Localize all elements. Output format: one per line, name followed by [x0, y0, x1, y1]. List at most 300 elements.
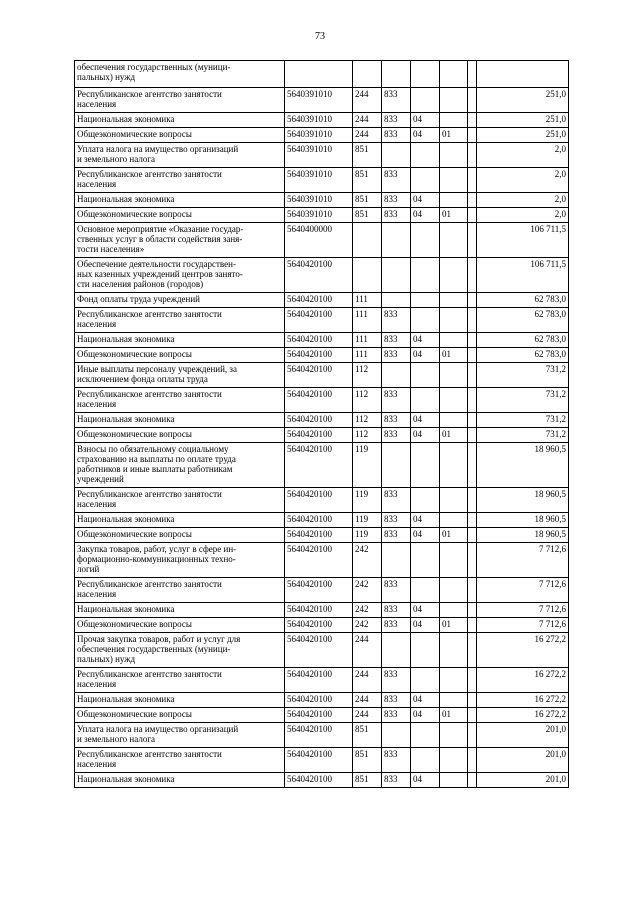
spacer-cell: [468, 128, 477, 143]
section-code: 04: [411, 193, 440, 208]
ministry-code: [382, 143, 411, 168]
spacer-cell: [468, 258, 477, 293]
ministry-code: [382, 293, 411, 308]
expense-type-code: 851: [353, 143, 382, 168]
table-row: [75, 693, 569, 708]
amount: 16 272,2: [477, 668, 569, 693]
ministry-code: [382, 723, 411, 748]
amount: [477, 61, 569, 88]
expense-type-code: 112: [353, 388, 382, 413]
spacer-cell: [468, 723, 477, 748]
budget-table: [74, 60, 569, 788]
expense-type-code: 112: [353, 428, 382, 443]
spacer-cell: [468, 208, 477, 223]
amount: 2,0: [477, 193, 569, 208]
table-row: [75, 168, 569, 193]
table-row: [75, 223, 569, 258]
expense-type-code: 244: [353, 128, 382, 143]
amount: 18 960,5: [477, 488, 569, 513]
amount: 18 960,5: [477, 443, 569, 488]
amount: 731,2: [477, 413, 569, 428]
subsection-code: [440, 168, 468, 193]
row-name: Республиканское агентство занятости населения: [75, 578, 285, 603]
spacer-cell: [468, 193, 477, 208]
subsection-code: [440, 773, 468, 788]
table-row: [75, 708, 569, 723]
section-code: [411, 388, 440, 413]
amount: 7 712,6: [477, 603, 569, 618]
ministry-code: 833: [382, 113, 411, 128]
subsection-code: [440, 723, 468, 748]
target-article-code: 5640420100: [285, 528, 353, 543]
table-row: [75, 668, 569, 693]
ministry-code: 833: [382, 528, 411, 543]
expense-type-code: 851: [353, 208, 382, 223]
ministry-code: 833: [382, 748, 411, 773]
ministry-code: 833: [382, 773, 411, 788]
amount: 2,0: [477, 143, 569, 168]
table-row: [75, 773, 569, 788]
subsection-code: 01: [440, 708, 468, 723]
section-code: [411, 633, 440, 668]
target-article-code: 5640400000: [285, 223, 353, 258]
section-code: [411, 363, 440, 388]
table-row: [75, 363, 569, 388]
table-row: [75, 578, 569, 603]
expense-type-code: 242: [353, 543, 382, 578]
section-code: 04: [411, 128, 440, 143]
table-row: [75, 748, 569, 773]
ministry-code: 833: [382, 348, 411, 363]
subsection-code: [440, 88, 468, 113]
section-code: [411, 668, 440, 693]
expense-type-code: 242: [353, 578, 382, 603]
amount: 7 712,6: [477, 543, 569, 578]
expense-type-code: [353, 258, 382, 293]
target-article-code: 5640420100: [285, 413, 353, 428]
amount: 201,0: [477, 723, 569, 748]
section-code: 04: [411, 348, 440, 363]
row-name: Национальная экономика: [75, 603, 285, 618]
expense-type-code: 111: [353, 293, 382, 308]
ministry-code: 833: [382, 603, 411, 618]
row-name: Республиканское агентство занятости населения: [75, 168, 285, 193]
section-code: 04: [411, 708, 440, 723]
target-article-code: [285, 61, 353, 88]
row-name: Национальная экономика: [75, 693, 285, 708]
target-article-code: 5640420100: [285, 333, 353, 348]
row-name: Взносы по обязательному социальному страхованию на выплаты по оплате труда работников и иные выплаты работникам учреждений: [75, 443, 285, 488]
ministry-code: 833: [382, 388, 411, 413]
table-row: [75, 193, 569, 208]
budget-table-body: [75, 61, 569, 788]
spacer-cell: [468, 578, 477, 603]
table-row: [75, 618, 569, 633]
target-article-code: 5640420100: [285, 488, 353, 513]
spacer-cell: [468, 693, 477, 708]
row-name: Республиканское агентство занятости населения: [75, 88, 285, 113]
section-code: 04: [411, 528, 440, 543]
amount: 16 272,2: [477, 633, 569, 668]
expense-type-code: 244: [353, 668, 382, 693]
table-row: [75, 388, 569, 413]
section-code: [411, 578, 440, 603]
ministry-code: 833: [382, 333, 411, 348]
subsection-code: 01: [440, 348, 468, 363]
section-code: 04: [411, 428, 440, 443]
amount: 62 783,0: [477, 293, 569, 308]
target-article-code: 5640420100: [285, 618, 353, 633]
amount: 731,2: [477, 363, 569, 388]
table-row: [75, 61, 569, 88]
table-row: [75, 333, 569, 348]
expense-type-code: 242: [353, 603, 382, 618]
row-name: Иные выплаты персоналу учреждений, за исключением фонда оплаты труда: [75, 363, 285, 388]
section-code: [411, 223, 440, 258]
target-article-code: 5640420100: [285, 633, 353, 668]
table-row: [75, 428, 569, 443]
amount: 201,0: [477, 748, 569, 773]
ministry-code: 833: [382, 708, 411, 723]
subsection-code: [440, 748, 468, 773]
row-name: Уплата налога на имущество организаций и земельного налога: [75, 723, 285, 748]
target-article-code: 5640420100: [285, 348, 353, 363]
subsection-code: [440, 293, 468, 308]
ministry-code: 833: [382, 128, 411, 143]
expense-type-code: 112: [353, 413, 382, 428]
table-row: [75, 543, 569, 578]
section-code: [411, 543, 440, 578]
table-row: [75, 443, 569, 488]
target-article-code: 5640420100: [285, 693, 353, 708]
table-row: [75, 143, 569, 168]
subsection-code: [440, 193, 468, 208]
spacer-cell: [468, 748, 477, 773]
ministry-code: 833: [382, 208, 411, 223]
expense-type-code: 244: [353, 708, 382, 723]
target-article-code: 5640420100: [285, 773, 353, 788]
row-name: Общеэкономические вопросы: [75, 348, 285, 363]
amount: 7 712,6: [477, 578, 569, 603]
ministry-code: 833: [382, 513, 411, 528]
expense-type-code: 244: [353, 88, 382, 113]
spacer-cell: [468, 333, 477, 348]
spacer-cell: [468, 633, 477, 668]
expense-type-code: 851: [353, 723, 382, 748]
section-code: 04: [411, 413, 440, 428]
subsection-code: 01: [440, 618, 468, 633]
table-row: [75, 258, 569, 293]
subsection-code: [440, 578, 468, 603]
section-code: [411, 258, 440, 293]
spacer-cell: [468, 708, 477, 723]
row-name: Общеэкономические вопросы: [75, 128, 285, 143]
expense-type-code: 851: [353, 748, 382, 773]
subsection-code: 01: [440, 428, 468, 443]
spacer-cell: [468, 513, 477, 528]
section-code: 04: [411, 513, 440, 528]
section-code: [411, 293, 440, 308]
section-code: [411, 168, 440, 193]
section-code: [411, 488, 440, 513]
row-name: Уплата налога на имущество организаций и земельного налога: [75, 143, 285, 168]
table-row: [75, 293, 569, 308]
amount: 731,2: [477, 388, 569, 413]
ministry-code: [382, 61, 411, 88]
subsection-code: [440, 488, 468, 513]
spacer-cell: [468, 488, 477, 513]
table-row: [75, 348, 569, 363]
target-article-code: 5640420100: [285, 293, 353, 308]
expense-type-code: 244: [353, 113, 382, 128]
subsection-code: [440, 333, 468, 348]
subsection-code: [440, 603, 468, 618]
subsection-code: 01: [440, 528, 468, 543]
subsection-code: [440, 308, 468, 333]
target-article-code: 5640391010: [285, 113, 353, 128]
spacer-cell: [468, 668, 477, 693]
amount: 2,0: [477, 168, 569, 193]
target-article-code: 5640420100: [285, 543, 353, 578]
section-code: 04: [411, 693, 440, 708]
subsection-code: [440, 388, 468, 413]
spacer-cell: [468, 773, 477, 788]
amount: 18 960,5: [477, 528, 569, 543]
ministry-code: 833: [382, 693, 411, 708]
table-row: [75, 413, 569, 428]
ministry-code: 833: [382, 88, 411, 113]
amount: 62 783,0: [477, 333, 569, 348]
target-article-code: 5640391010: [285, 88, 353, 113]
target-article-code: 5640420100: [285, 578, 353, 603]
expense-type-code: 851: [353, 168, 382, 193]
section-code: [411, 61, 440, 88]
row-name: Прочая закупка товаров, работ и услуг для обеспечения государственных (муници- пальных) нужд: [75, 633, 285, 668]
row-name: Общеэкономические вопросы: [75, 528, 285, 543]
table-row: [75, 633, 569, 668]
target-article-code: 5640420100: [285, 513, 353, 528]
target-article-code: 5640420100: [285, 603, 353, 618]
expense-type-code: 244: [353, 633, 382, 668]
target-article-code: 5640420100: [285, 723, 353, 748]
row-name: Национальная экономика: [75, 113, 285, 128]
row-name: Республиканское агентство занятости населения: [75, 388, 285, 413]
table-row: [75, 488, 569, 513]
section-code: [411, 443, 440, 488]
row-name: Общеэкономические вопросы: [75, 208, 285, 223]
amount: 16 272,2: [477, 708, 569, 723]
amount: 62 783,0: [477, 348, 569, 363]
ministry-code: 833: [382, 308, 411, 333]
section-code: 04: [411, 603, 440, 618]
target-article-code: 5640391010: [285, 193, 353, 208]
expense-type-code: 242: [353, 618, 382, 633]
section-code: [411, 723, 440, 748]
row-name: Республиканское агентство занятости населения: [75, 668, 285, 693]
table-row: [75, 723, 569, 748]
target-article-code: 5640420100: [285, 428, 353, 443]
section-code: 04: [411, 773, 440, 788]
row-name: Национальная экономика: [75, 333, 285, 348]
row-name: Общеэкономические вопросы: [75, 708, 285, 723]
row-name: обеспечения государственных (муници- пальных) нужд: [75, 61, 285, 88]
section-code: 04: [411, 113, 440, 128]
ministry-code: 833: [382, 578, 411, 603]
spacer-cell: [468, 443, 477, 488]
row-name: Общеэкономические вопросы: [75, 428, 285, 443]
row-name: Обеспечение деятельности государствен- ных казенных учреждений центров занято- сти населения районов (городов): [75, 258, 285, 293]
amount: 251,0: [477, 113, 569, 128]
section-code: [411, 88, 440, 113]
expense-type-code: 112: [353, 363, 382, 388]
table-row: [75, 128, 569, 143]
ministry-code: 833: [382, 428, 411, 443]
target-article-code: 5640391010: [285, 168, 353, 193]
subsection-code: [440, 543, 468, 578]
expense-type-code: 111: [353, 308, 382, 333]
spacer-cell: [468, 113, 477, 128]
amount: 251,0: [477, 128, 569, 143]
ministry-code: 833: [382, 193, 411, 208]
ministry-code: 833: [382, 413, 411, 428]
amount: 18 960,5: [477, 513, 569, 528]
section-code: 04: [411, 208, 440, 223]
amount: 2,0: [477, 208, 569, 223]
table-row: [75, 528, 569, 543]
expense-type-code: 111: [353, 348, 382, 363]
amount: 7 712,6: [477, 618, 569, 633]
target-article-code: 5640391010: [285, 208, 353, 223]
table-row: [75, 88, 569, 113]
ministry-code: [382, 443, 411, 488]
row-name: Национальная экономика: [75, 193, 285, 208]
row-name: Национальная экономика: [75, 513, 285, 528]
section-code: [411, 308, 440, 333]
amount: 62 783,0: [477, 308, 569, 333]
expense-type-code: [353, 223, 382, 258]
subsection-code: [440, 223, 468, 258]
expense-type-code: 119: [353, 528, 382, 543]
subsection-code: [440, 413, 468, 428]
subsection-code: [440, 513, 468, 528]
ministry-code: 833: [382, 618, 411, 633]
expense-type-code: 111: [353, 333, 382, 348]
table-row: [75, 513, 569, 528]
row-name: Национальная экономика: [75, 413, 285, 428]
spacer-cell: [468, 363, 477, 388]
amount: 201,0: [477, 773, 569, 788]
expense-type-code: 119: [353, 513, 382, 528]
table-row: [75, 113, 569, 128]
ministry-code: [382, 258, 411, 293]
expense-type-code: 851: [353, 773, 382, 788]
section-code: [411, 748, 440, 773]
subsection-code: [440, 143, 468, 168]
row-name: Республиканское агентство занятости населения: [75, 488, 285, 513]
spacer-cell: [468, 428, 477, 443]
target-article-code: 5640420100: [285, 363, 353, 388]
table-row: [75, 603, 569, 618]
amount: 16 272,2: [477, 693, 569, 708]
target-article-code: 5640420100: [285, 443, 353, 488]
target-article-code: 5640420100: [285, 388, 353, 413]
spacer-cell: [468, 61, 477, 88]
subsection-code: [440, 363, 468, 388]
subsection-code: [440, 633, 468, 668]
table-row: [75, 308, 569, 333]
target-article-code: 5640420100: [285, 748, 353, 773]
expense-type-code: 851: [353, 193, 382, 208]
ministry-code: [382, 363, 411, 388]
target-article-code: 5640420100: [285, 668, 353, 693]
spacer-cell: [468, 413, 477, 428]
spacer-cell: [468, 143, 477, 168]
spacer-cell: [468, 293, 477, 308]
ministry-code: [382, 543, 411, 578]
ministry-code: [382, 223, 411, 258]
expense-type-code: 244: [353, 693, 382, 708]
spacer-cell: [468, 388, 477, 413]
target-article-code: 5640420100: [285, 308, 353, 333]
subsection-code: [440, 113, 468, 128]
target-article-code: 5640391010: [285, 128, 353, 143]
spacer-cell: [468, 348, 477, 363]
target-article-code: 5640420100: [285, 708, 353, 723]
page-number: 73: [315, 31, 325, 42]
ministry-code: 833: [382, 168, 411, 193]
subsection-code: [440, 443, 468, 488]
row-name: Республиканское агентство занятости населения: [75, 748, 285, 773]
section-code: 04: [411, 333, 440, 348]
ministry-code: 833: [382, 668, 411, 693]
expense-type-code: 119: [353, 488, 382, 513]
row-name: Закупка товаров, работ, услуг в сфере ин- формационно-коммуникационных техно- логий: [75, 543, 285, 578]
row-name: Республиканское агентство занятости населения: [75, 308, 285, 333]
subsection-code: [440, 668, 468, 693]
subsection-code: 01: [440, 208, 468, 223]
ministry-code: 833: [382, 488, 411, 513]
subsection-code: [440, 693, 468, 708]
subsection-code: [440, 258, 468, 293]
row-name: Общеэкономические вопросы: [75, 618, 285, 633]
row-name: Основное мероприятие «Оказание государ- ственных услуг в области содействия заня- тости населения»: [75, 223, 285, 258]
subsection-code: 01: [440, 128, 468, 143]
expense-type-code: [353, 61, 382, 88]
spacer-cell: [468, 543, 477, 578]
ministry-code: [382, 633, 411, 668]
target-article-code: 5640391010: [285, 143, 353, 168]
spacer-cell: [468, 88, 477, 113]
row-name: Фонд оплаты труда учреждений: [75, 293, 285, 308]
spacer-cell: [468, 223, 477, 258]
amount: 106 711,5: [477, 223, 569, 258]
amount: 106 711,5: [477, 258, 569, 293]
amount: 731,2: [477, 428, 569, 443]
subsection-code: [440, 61, 468, 88]
spacer-cell: [468, 308, 477, 333]
section-code: [411, 143, 440, 168]
spacer-cell: [468, 618, 477, 633]
row-name: Национальная экономика: [75, 773, 285, 788]
spacer-cell: [468, 603, 477, 618]
spacer-cell: [468, 168, 477, 193]
section-code: 04: [411, 618, 440, 633]
target-article-code: 5640420100: [285, 258, 353, 293]
expense-type-code: 119: [353, 443, 382, 488]
table-row: [75, 208, 569, 223]
amount: 251,0: [477, 88, 569, 113]
spacer-cell: [468, 528, 477, 543]
